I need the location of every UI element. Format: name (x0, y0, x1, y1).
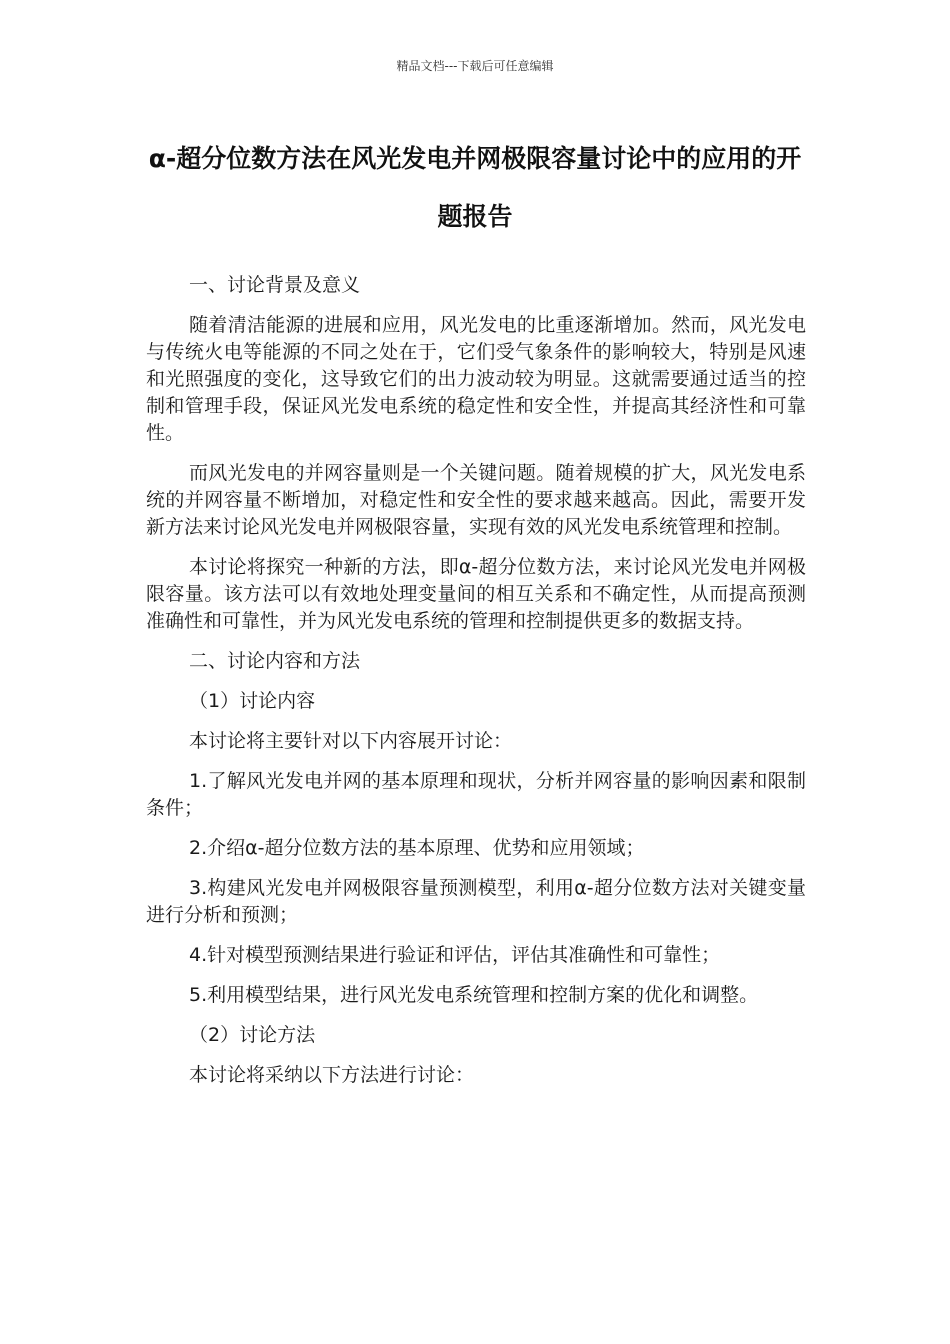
paragraph-background-2: 而风光发电的并网容量则是一个关键问题。随着规模的扩大，风光发电系统的并网容量不断增加，对稳定性和安全性的要求越来越高。因此，需要开发新方法来讨论风光发电并网极限容量，实现有效的风光发电系统管理和控制。 (146, 462, 806, 538)
header-note: 精品文档---下载后可任意编辑 (396, 59, 554, 73)
subsection-heading-content: （1）讨论内容 (189, 690, 316, 712)
paragraph-method-intro: 本讨论将采纳以下方法进行讨论： (189, 1064, 475, 1086)
list-item-3: 3.构建风光发电并网极限容量预测模型，利用α-超分位数方法对关键变量进行分析和预测； (146, 877, 806, 926)
subsection-heading-method: （2）讨论方法 (189, 1024, 316, 1046)
list-item-5: 5.利用模型结果，进行风光发电系统管理和控制方案的优化和调整。 (189, 984, 759, 1006)
list-item-4: 4.针对模型预测结果进行验证和评估，评估其准确性和可靠性； (189, 944, 721, 966)
list-item-1: 1.了解风光发电并网的基本原理和现状，分析并网容量的影响因素和限制条件； (146, 770, 806, 819)
document-title: α-超分位数方法在风光发电并网极限容量讨论中的应用的开题报告 (148, 144, 802, 231)
section-heading-content-method: 二、讨论内容和方法 (189, 650, 361, 672)
document-body (146, 272, 806, 1102)
list-item-2: 2.介绍α-超分位数方法的基本原理、优势和应用领域； (189, 837, 645, 859)
paragraph-background-1: 随着清洁能源的进展和应用，风光发电的比重逐渐增加。然而，风光发电与传统火电等能源的不同之处在于，它们受气象条件的影响较大，特别是风速和光照强度的变化，这导致它们的出力波动较为明显。这就需要通过适当的控制和管理手段，保证风光发电系统的稳定性和安全性，并提高其经济性和可靠性。 (146, 314, 806, 444)
section-heading-background: 一、讨论背景及意义 (189, 274, 361, 296)
paragraph-content-intro: 本讨论将主要针对以下内容展开讨论： (189, 730, 513, 752)
paragraph-background-3: 本讨论将探究一种新的方法，即α-超分位数方法，来讨论风光发电并网极限容量。该方法可以有效地处理变量间的相互关系和不确定性，从而提高预测准确性和可靠性，并为风光发电系统的管理和控制提供更多的数据支持。 (146, 556, 806, 632)
